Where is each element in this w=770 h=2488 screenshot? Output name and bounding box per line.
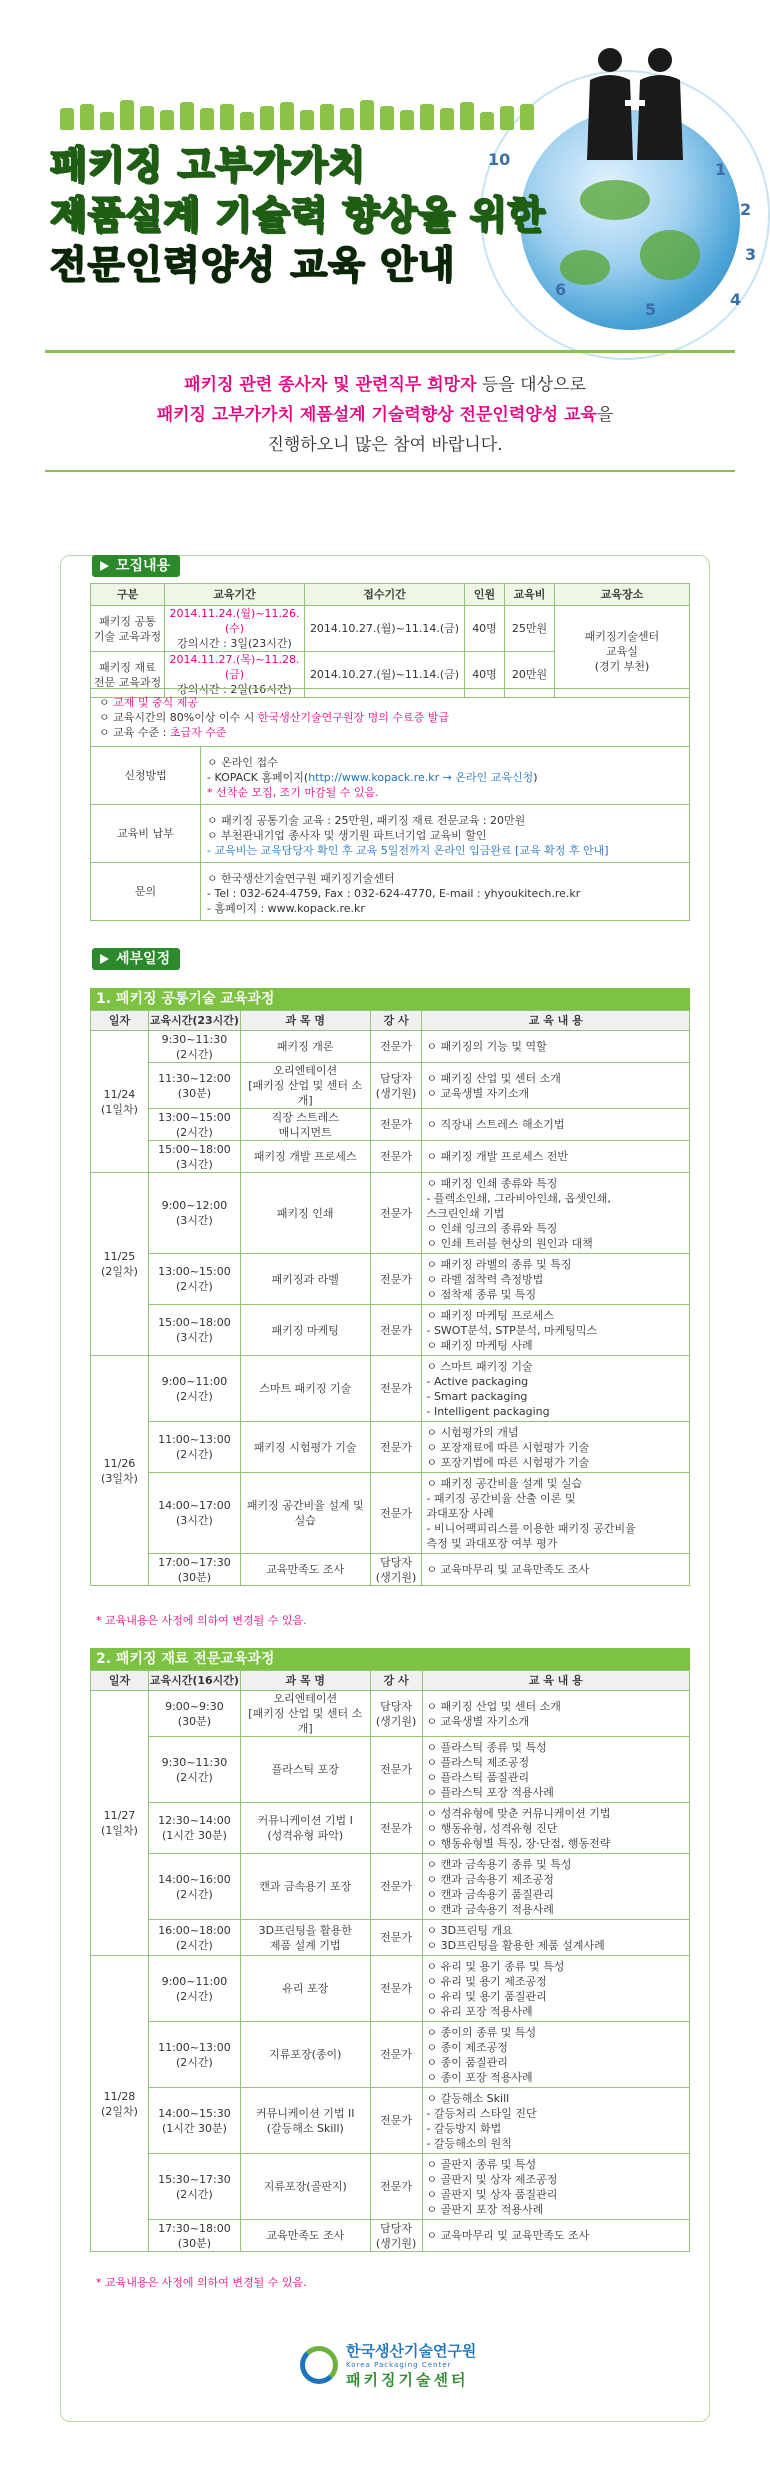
contact-label: 문의: [91, 863, 201, 920]
schedule-time: 11:00~13:00 (2시간): [148, 1422, 240, 1473]
period-dates: 2014.11.27.(목)~11.28.(금): [169, 653, 300, 681]
table-row: [91, 1173, 690, 1254]
schedule-content: ㅇ 3D프린팅 개요 ㅇ 3D프린팅을 활용한 제품 설계사례: [422, 1920, 689, 1956]
schedule-content: ㅇ 패키징 산업 및 센터 소개 ㅇ 교육생별 자기소개: [422, 1063, 690, 1109]
table-row: [91, 1920, 690, 1956]
contact-text: - 홈페이지 : www.kopack.re.kr: [207, 902, 365, 915]
clock-number: 6: [555, 280, 567, 299]
divider: [45, 350, 735, 353]
recruit-info: [90, 688, 690, 921]
table-row: [91, 1141, 690, 1173]
schedule-content: ㅇ 패키징의 기능 및 역할: [422, 1031, 690, 1063]
schedule-time: 9:30~11:30 (2시간): [148, 1737, 240, 1803]
schedule-header: 강 사: [370, 1671, 422, 1691]
clock-number: 10: [488, 150, 511, 169]
schedule-lecturer: 전문가: [370, 1737, 422, 1803]
schedule-content: ㅇ 교육마무리 및 교육만족도 조사: [422, 1554, 690, 1586]
schedule-subject: 커뮤니케이션 기법 I (성격유형 파악): [240, 1803, 370, 1854]
table-row: [91, 1305, 690, 1356]
period-hours: 강의시간 : 2일(16시간): [177, 683, 292, 696]
schedule-content: ㅇ 스마트 패키징 기술 - Active packaging - Smart packaging - Intelligent packaging: [422, 1356, 690, 1422]
table-row: [91, 1422, 690, 1473]
schedule-header: 교 육 내 용: [422, 1671, 689, 1691]
course-period: [165, 606, 305, 652]
title-line-2: 제품설계 기술력 향상을 위한: [50, 193, 546, 237]
info-notes: [91, 689, 689, 746]
schedule-lecturer: 전문가: [370, 1031, 422, 1063]
intro-text-part: 을: [596, 405, 614, 425]
schedule-lecturer: 전문가: [370, 2088, 422, 2154]
center-logo: [300, 2340, 476, 2390]
table-row: [91, 2154, 690, 2220]
schedule-lecturer: 전문가: [370, 1956, 422, 2022]
table-header: 접수기간: [305, 584, 465, 606]
schedule-content: ㅇ 패키징 공간비율 설계 및 실습 - 패키징 공간비율 산출 이론 및 과대포장 사례 - 비니어팩피리스를 이용한 패키징 공간비율 측정 및 과대포장 여부 평가: [422, 1473, 690, 1554]
schedule-lecturer: 전문가: [370, 1254, 422, 1305]
schedule-subject: 유리 포장: [240, 1956, 370, 2022]
table-row: [91, 2220, 690, 2252]
schedule-lecturer: 전문가: [370, 1854, 422, 1920]
logo-center: 패키징기술센터: [346, 2371, 469, 2389]
note-text: ㅇ 교육시간의 80%이상 이수 시: [99, 711, 258, 724]
schedule-header: 과 목 명: [240, 1011, 370, 1031]
schedule-subject: 스마트 패키징 기술: [240, 1356, 370, 1422]
schedule-subject: 패키징 공간비율 설계 및 실습: [240, 1473, 370, 1554]
schedule-lecturer: 전문가: [370, 1109, 422, 1141]
logo-org: 한국생산기술연구원: [346, 2342, 477, 2360]
table-header: 교육비: [505, 584, 555, 606]
people-count: 40명: [465, 606, 505, 652]
title-line-3: 전문인력양성 교육 안내: [50, 243, 456, 287]
schedule-time: 9:00~11:00 (2시간): [148, 1956, 240, 2022]
schedule-lecturer: 전문가: [370, 1920, 422, 1956]
schedule-content: ㅇ 골판지 종류 및 특성 ㅇ 골판지 및 상자 제조공정 ㅇ 골판지 및 상자 품질관리 ㅇ 골판지 포장 적용사례: [422, 2154, 689, 2220]
schedule-subject: 패키징과 라벨: [240, 1254, 370, 1305]
apply-note: * 선착순 모집, 조기 마감될 수 있음.: [207, 786, 379, 799]
schedule-header: 교육시간(23시간): [148, 1011, 240, 1031]
clock-number: 3: [745, 245, 757, 264]
clock-number: 5: [645, 300, 657, 319]
title-line-1: 패키징 고부가가치: [50, 143, 366, 187]
schedule-subject: 캔과 금속용기 포장: [240, 1854, 370, 1920]
intro-text-part: 등을 대상으로: [476, 375, 586, 395]
table-header: 교육기간: [165, 584, 305, 606]
schedule-lecturer: 전문가: [370, 2154, 422, 2220]
schedule-lecturer: 전문가: [370, 1141, 422, 1173]
fee-text: ㅇ 패키징 공통기술 교육 : 25만원, 패키징 재료 전문교육 : 20만원: [207, 814, 526, 827]
receipt-period: 2014.10.27.(월)~11.14.(금): [305, 606, 465, 652]
section-label-detail: 세부일정: [92, 948, 180, 970]
homepage-link[interactable]: http://www.kopack.re.kr → 온라인 교육신청: [308, 771, 534, 784]
table-row: [91, 1031, 690, 1063]
schedule-content: ㅇ 패키징 인쇄 종류와 특징 - 플렉소인쇄, 그라비아인쇄, 옵셋인쇄, 스크린인쇄 기법 ㅇ 인쇄 잉크의 종류와 특징 ㅇ 인쇄 트러블 현상의 원인과 대책: [422, 1173, 690, 1254]
schedule-lecturer: 전문가: [370, 1473, 422, 1554]
clock-number: 2: [740, 200, 752, 219]
course1-schedule-table: [90, 988, 690, 1586]
schedule-time: 17:00~17:30 (30분): [148, 1554, 240, 1586]
schedule-content: ㅇ 종이의 종류 및 특성 ㅇ 종이 제조공정 ㅇ 종이 품질관리 ㅇ 종이 포장 적용사례: [422, 2022, 689, 2088]
contact-text: ㅇ 한국생산기술연구원 패키징기술센터: [207, 872, 395, 885]
schedule-time: 17:30~18:00 (30분): [148, 2220, 240, 2252]
schedule-subject: 패키징 인쇄: [240, 1173, 370, 1254]
intro-closing: 진행하오니 많은 참여 바랍니다.: [267, 435, 503, 455]
table-row: [91, 1691, 690, 1737]
clock-number: 4: [730, 290, 742, 309]
schedule-subject: 3D프린팅을 활용한 제품 설계 기법: [240, 1920, 370, 1956]
contact-text: - Tel : 032-624-4759, Fax : 032-624-4770, E-mail : yhyoukitech.re.kr: [207, 887, 581, 900]
table-row: [91, 1063, 690, 1109]
info-row-contact: [91, 862, 689, 920]
schedule-time: 15:30~17:30 (2시간): [148, 2154, 240, 2220]
schedule-header: 일자: [91, 1671, 149, 1691]
note-text: ㅇ: [99, 696, 114, 709]
schedule-content: ㅇ 유리 및 용기 종류 및 특성 ㅇ 유리 및 용기 제조공정 ㅇ 유리 및 용기 품질관리 ㅇ 유리 포장 적용사례: [422, 1956, 689, 2022]
schedule-lecturer: 담당자 (생기원): [370, 1554, 422, 1586]
fee-note: - 교육비는 교육담당자 확인 후 교육 5일전까지 온라인 입금완료 [교육 확정 후 안내]: [207, 844, 609, 857]
schedule-date: 11/27 (1일차): [91, 1691, 149, 1956]
fee-label: 교육비 납부: [91, 805, 201, 862]
info-row-apply: [91, 746, 689, 804]
schedule-lecturer: 담당자 (생기원): [370, 1691, 422, 1737]
fee: 20만원: [505, 652, 555, 698]
schedule-lecturer: 전문가: [370, 2022, 422, 2088]
divider: [45, 470, 735, 472]
schedule-time: 9:00~9:30 (30분): [148, 1691, 240, 1737]
note-highlight: 초급자 수준: [169, 726, 227, 739]
table-row: [91, 1554, 690, 1586]
schedule-content: ㅇ 갈등해소 Skill - 갈등처리 스타일 진단 - 갈등방지 화법 - 갈등해소의 원칙: [422, 2088, 689, 2154]
table-row: [91, 1854, 690, 1920]
schedule-lecturer: 담당자 (생기원): [370, 2220, 422, 2252]
apply-text: ): [533, 771, 538, 784]
schedule-subject: 오리엔테이션 [패키징 산업 및 센터 소개]: [240, 1691, 370, 1737]
section-label-recruit: 모집내용: [92, 555, 180, 577]
schedule-subject: 오리엔테이션 [패키징 산업 및 센터 소개]: [240, 1063, 370, 1109]
table-row: [91, 1803, 690, 1854]
schedule-time: 11:30~12:00 (30분): [148, 1063, 240, 1109]
apply-label: 신청방법: [91, 747, 201, 804]
schedule-time: 9:00~11:00 (2시간): [148, 1356, 240, 1422]
schedule-time: 14:00~15:30 (1시간 30분): [148, 2088, 240, 2154]
schedule-subject: 지류포장(골판지): [240, 2154, 370, 2220]
schedule-content: ㅇ 시험평가의 개념 ㅇ 포장재료에 따른 시험평가 기술 ㅇ 포장기법에 따른 시험평가 기술: [422, 1422, 690, 1473]
schedule-subject: 지류포장(종이): [240, 2022, 370, 2088]
schedule-date: 11/28 (2일차): [91, 1956, 149, 2252]
schedule-time: 14:00~17:00 (3시간): [148, 1473, 240, 1554]
table-header: 인원: [465, 584, 505, 606]
schedule-subject: 패키징 개론: [240, 1031, 370, 1063]
course-category: 패키징 재료 전문 교육과정: [91, 652, 165, 698]
schedule-subject: 패키징 개발 프로세스: [240, 1141, 370, 1173]
schedule-time: 15:00~18:00 (3시간): [148, 1305, 240, 1356]
schedule-header: 교육시간(16시간): [148, 1671, 240, 1691]
schedule-date: 11/25 (2일차): [91, 1173, 149, 1356]
schedule-title: 1. 패키징 공통기술 교육과정: [90, 988, 690, 1010]
table-row: [91, 2088, 690, 2154]
schedule-subject: 직장 스트레스 매니지먼트: [240, 1109, 370, 1141]
table-row: [91, 606, 690, 652]
clock-number: 1: [715, 160, 727, 179]
schedule-content: ㅇ 패키징 개발 프로세스 전반: [422, 1141, 690, 1173]
table-row: [91, 1109, 690, 1141]
schedule-time: 15:00~18:00 (3시간): [148, 1141, 240, 1173]
people-count: 40명: [465, 652, 505, 698]
table-row: [91, 1356, 690, 1422]
course2-note: * 교육내용은 사정에 의하여 변경될 수 있음.: [96, 2276, 307, 2289]
table-row: [91, 2022, 690, 2088]
fee-text: ㅇ 부천관내기업 종사자 및 생기원 파트너기업 교육비 할인: [207, 829, 487, 842]
receipt-period: 2014.10.27.(월)~11.14.(금): [305, 652, 465, 698]
bottle-icons: [60, 100, 534, 130]
schedule-content: ㅇ 캔과 금속용기 종류 및 특성 ㅇ 캔과 금속용기 제조공정 ㅇ 캔과 금속용기 품질관리 ㅇ 캔과 금속용기 적용사례: [422, 1854, 689, 1920]
schedule-time: 11:00~13:00 (2시간): [148, 2022, 240, 2088]
course1-note: * 교육내용은 사정에 의하여 변경될 수 있음.: [96, 1614, 307, 1627]
schedule-header: 과 목 명: [240, 1671, 370, 1691]
course2-schedule-table: [90, 1648, 690, 2252]
page-title: [50, 140, 610, 290]
schedule-content: ㅇ 교육마무리 및 교육만족도 조사: [422, 2220, 689, 2252]
schedule-lecturer: 전문가: [370, 1803, 422, 1854]
intro-text: [0, 370, 770, 460]
schedule-content: ㅇ 플라스틱 종류 및 특성 ㅇ 플라스틱 제조공정 ㅇ 플라스틱 품질관리 ㅇ 플라스틱 포장 적용사례: [422, 1737, 689, 1803]
fee: 25만원: [505, 606, 555, 652]
schedule-content: ㅇ 패키징 마케팅 프로세스 - SWOT분석, STP분석, 마케팅믹스 ㅇ 패키징 마케팅 사례: [422, 1305, 690, 1356]
hero-banner: [0, 0, 770, 350]
intro-target: 패키징 관련 종사자 및 관련직무 희망자: [184, 375, 477, 395]
table-row: [91, 1254, 690, 1305]
info-row-fee: [91, 804, 689, 862]
apply-text: - KOPACK 홈페이지(: [207, 771, 309, 784]
schedule-subject: 패키징 마케팅: [240, 1305, 370, 1356]
table-row: [91, 1956, 690, 2022]
logo-mark-icon: [300, 2346, 338, 2384]
schedule-content: ㅇ 직장내 스트레스 해소기법: [422, 1109, 690, 1141]
recruit-table: [90, 583, 690, 698]
schedule-subject: 교육만족도 조사: [240, 2220, 370, 2252]
logo-org-en: Korea Packaging Center: [346, 2361, 452, 2369]
table-header: 구분: [91, 584, 165, 606]
schedule-time: 9:30~11:30 (2시간): [148, 1031, 240, 1063]
schedule-time: 12:30~14:00 (1시간 30분): [148, 1803, 240, 1854]
note-highlight: 교재 및 중식 제공: [113, 696, 198, 709]
schedule-content: ㅇ 성격유형에 맞춘 커뮤니케이션 기법 ㅇ 행동유형, 성격유형 진단 ㅇ 행동유형별 특징, 장·단점, 행동전략: [422, 1803, 689, 1854]
schedule-header: 강 사: [370, 1011, 422, 1031]
schedule-subject: 커뮤니케이션 기법 II (갈등해소 Skill): [240, 2088, 370, 2154]
schedule-lecturer: 전문가: [370, 1356, 422, 1422]
schedule-time: 9:00~12:00 (3시간): [148, 1173, 240, 1254]
schedule-header: 교 육 내 용: [422, 1011, 690, 1031]
schedule-content: ㅇ 패키징 산업 및 센터 소개 ㅇ 교육생별 자기소개: [422, 1691, 689, 1737]
schedule-time: 16:00~18:00 (2시간): [148, 1920, 240, 1956]
schedule-time: 13:00~15:00 (2시간): [148, 1109, 240, 1141]
schedule-date: 11/24 (1일차): [91, 1031, 149, 1173]
period-dates: 2014.11.24.(월)~11.26.(수): [169, 607, 300, 635]
schedule-lecturer: 전문가: [370, 1422, 422, 1473]
note-text: ㅇ 교육 수준 :: [99, 726, 170, 739]
table-header: 교육장소: [555, 584, 690, 606]
schedule-subject: 교육만족도 조사: [240, 1554, 370, 1586]
schedule-time: 13:00~15:00 (2시간): [148, 1254, 240, 1305]
course-category: 패키징 공통 기술 교육과정: [91, 606, 165, 652]
table-row: [91, 1737, 690, 1803]
apply-text: ㅇ 온라인 접수: [207, 756, 278, 769]
schedule-lecturer: 담당자 (생기원): [370, 1063, 422, 1109]
schedule-subject: 패키징 시험평가 기술: [240, 1422, 370, 1473]
intro-course: 패키징 고부가가치 제품설계 기술력향상 전문인력양성 교육: [156, 405, 597, 425]
schedule-title: 2. 패키징 재료 전문교육과정: [90, 1648, 690, 1670]
schedule-lecturer: 전문가: [370, 1173, 422, 1254]
schedule-time: 14:00~16:00 (2시간): [148, 1854, 240, 1920]
schedule-date: 11/26 (3일차): [91, 1356, 149, 1586]
period-hours: 강의시간 : 3일(23시간): [177, 637, 292, 650]
schedule-content: ㅇ 패키징 라벨의 종류 및 특징 ㅇ 라벨 점착력 측정방법 ㅇ 점착제 종류 및 특징: [422, 1254, 690, 1305]
place: 패키징기술센터 교육실 (경기 부천): [555, 606, 690, 698]
note-highlight: 한국생산기술연구원장 명의 수료증 발급: [257, 711, 449, 724]
schedule-lecturer: 전문가: [370, 1305, 422, 1356]
schedule-subject: 플라스틱 포장: [240, 1737, 370, 1803]
table-row: [91, 1473, 690, 1554]
schedule-header: 일자: [91, 1011, 149, 1031]
